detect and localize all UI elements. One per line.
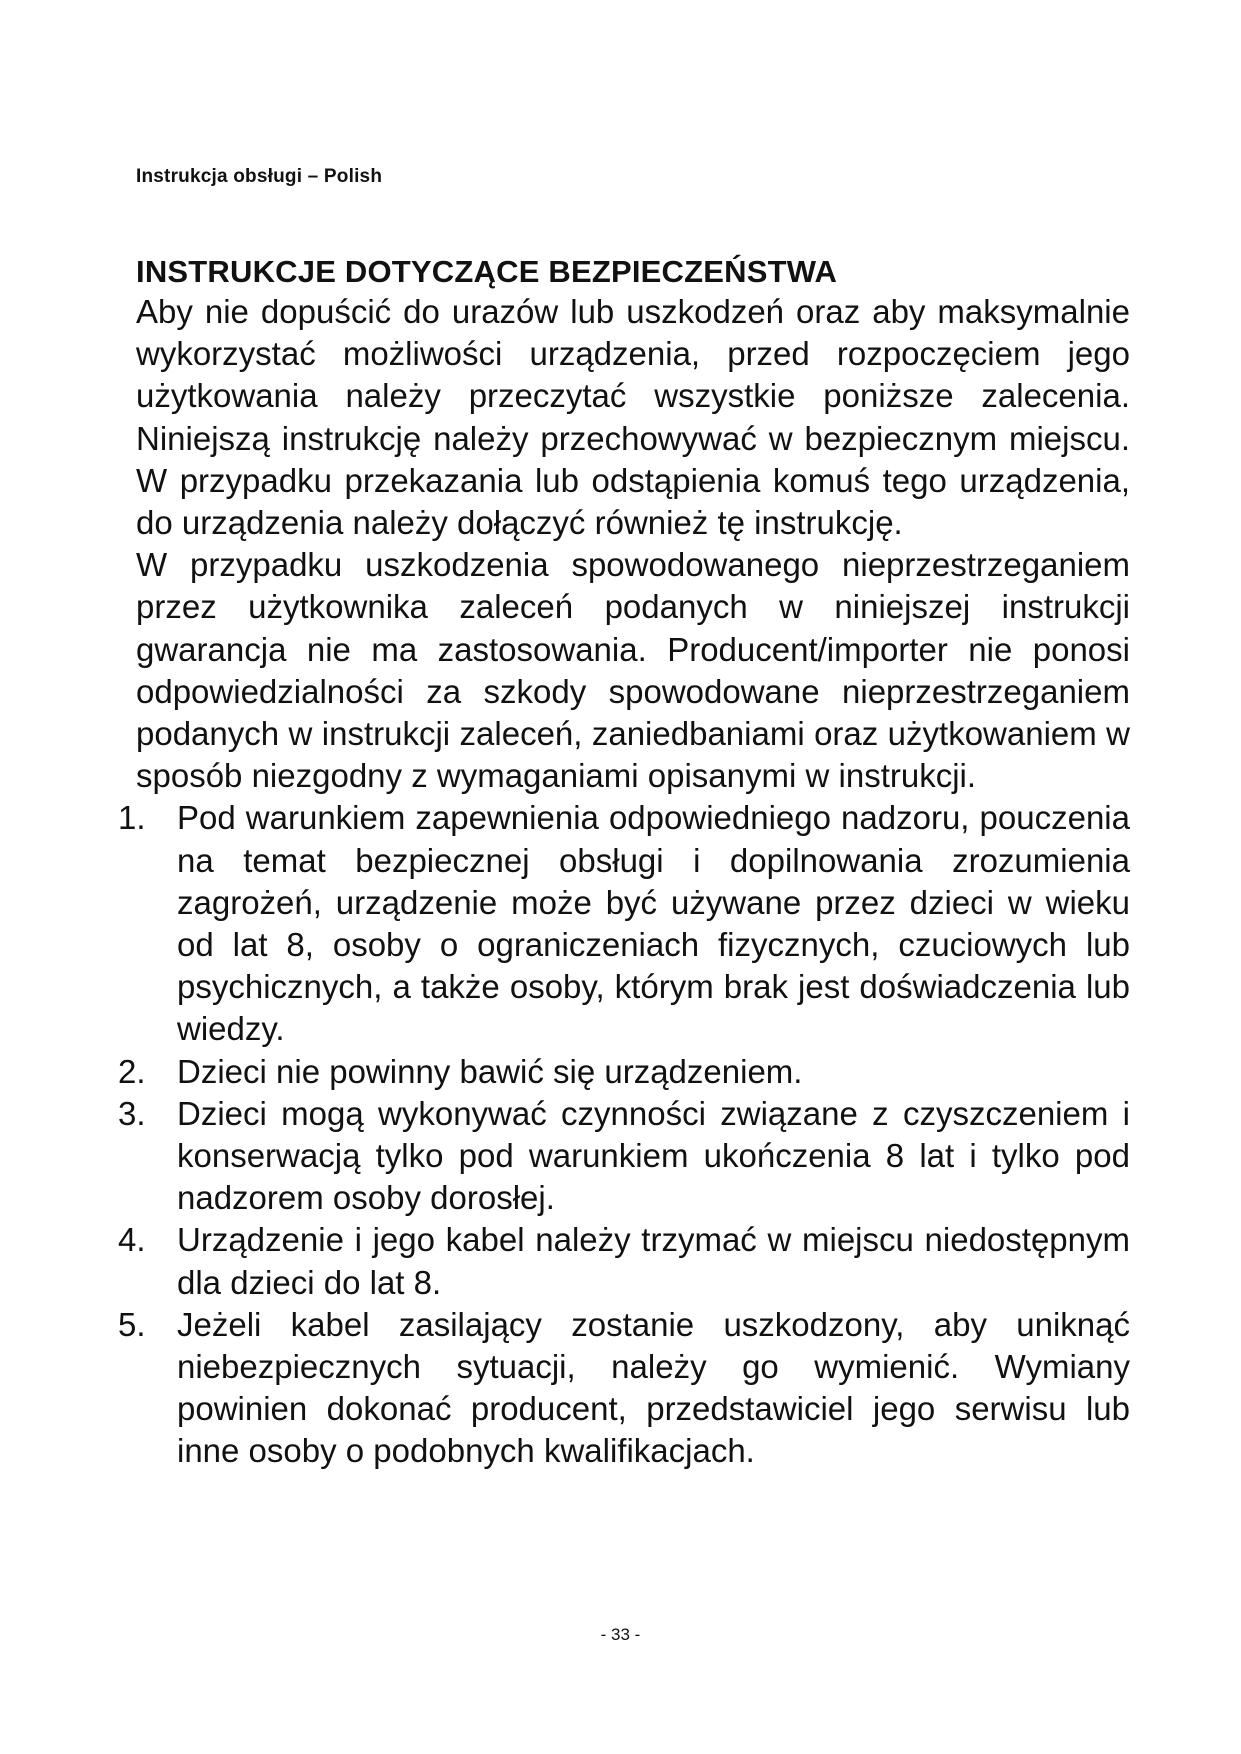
- list-item-text: Dzieci mogą wykonywać czynności związane z czyszczeniem i konserwacją tylko pod warunkiem ukończenia 8 lat i tylko pod nadzorem osoby dorosłej.: [177, 1094, 1130, 1217]
- warranty-paragraph: W przypadku uszkodzenia spowodowanego nieprzestrzeganiem przez użytkownika zaleceń podanych w niniejszej instrukcji gwarancja nie ma zastosowania. Producent/importer nie ponosi odpowiedzialności za szkody spowodowane nieprzestrzeganiem podanych w instrukcji zaleceń, zaniedbaniami oraz użytkowaniem w sposób niezgodny z wymaganiami opisanymi w instrukcji.: [136, 546, 1130, 795]
- list-item-text: Urządzenie i jego kabel należy trzymać w miejscu niedostępnym dla dzieci do lat 8.: [177, 1221, 1130, 1301]
- list-item: [118, 1051, 1130, 1093]
- safety-section: [118, 253, 1130, 1473]
- list-item-text: Jeżeli kabel zasilający zostanie uszkodzony, aby uniknąć niebezpiecznych sytuacji, należy go wymienić. Wymiany powinien dokonać producent, przedstawiciel jego serwisu lub inne osoby o podobnych kwalifikacjach.: [177, 1305, 1130, 1470]
- list-item: [118, 1304, 1130, 1473]
- safety-list: [118, 797, 1130, 1472]
- list-item-number: 1.: [118, 799, 146, 837]
- list-item: [118, 1093, 1130, 1220]
- list-item: [118, 1219, 1130, 1303]
- list-item-text: Pod warunkiem zapewnienia odpowiedniego nadzoru, pouczenia na temat bezpiecznej obsługi i dopilnowania zrozumienia zagrożeń, urządzenie może być używane przez dzieci w wieku od lat 8, osoby o ograniczeniach fizycznych, czuciowych lub psychicznych, a także osoby, którym brak jest doświadczenia lub wiedzy.: [177, 799, 1130, 1048]
- list-item-text: Dzieci nie powinny bawić się urządzeniem.: [177, 1052, 803, 1090]
- list-item-number: 4.: [118, 1221, 146, 1259]
- manual-header-label: Instrukcja obsługi – Polish: [136, 166, 383, 187]
- list-item: [118, 797, 1130, 1050]
- list-item-number: 2.: [118, 1052, 146, 1090]
- intro-paragraph: Aby nie dopuścić do urazów lub uszkodzeń oraz aby maksymalnie wykorzystać możliwości urządzenia, przed rozpoczęciem jego użytkowania należy przeczytać wszystkie poniższe zalecenia. Niniejszą instrukcję należy przechowywać w bezpiecznym miejscu. W przypadku przekazania lub odstąpienia komuś tego urządzenia, do urządzenia należy dołączyć również tę instrukcję.: [136, 293, 1130, 542]
- section-title: INSTRUKCJE DOTYCZĄCE BEZPIECZEŃSTWA: [136, 254, 838, 289]
- list-item-number: 3.: [118, 1094, 146, 1132]
- page-number: - 33 -: [600, 1625, 641, 1644]
- list-item-number: 5.: [118, 1305, 146, 1343]
